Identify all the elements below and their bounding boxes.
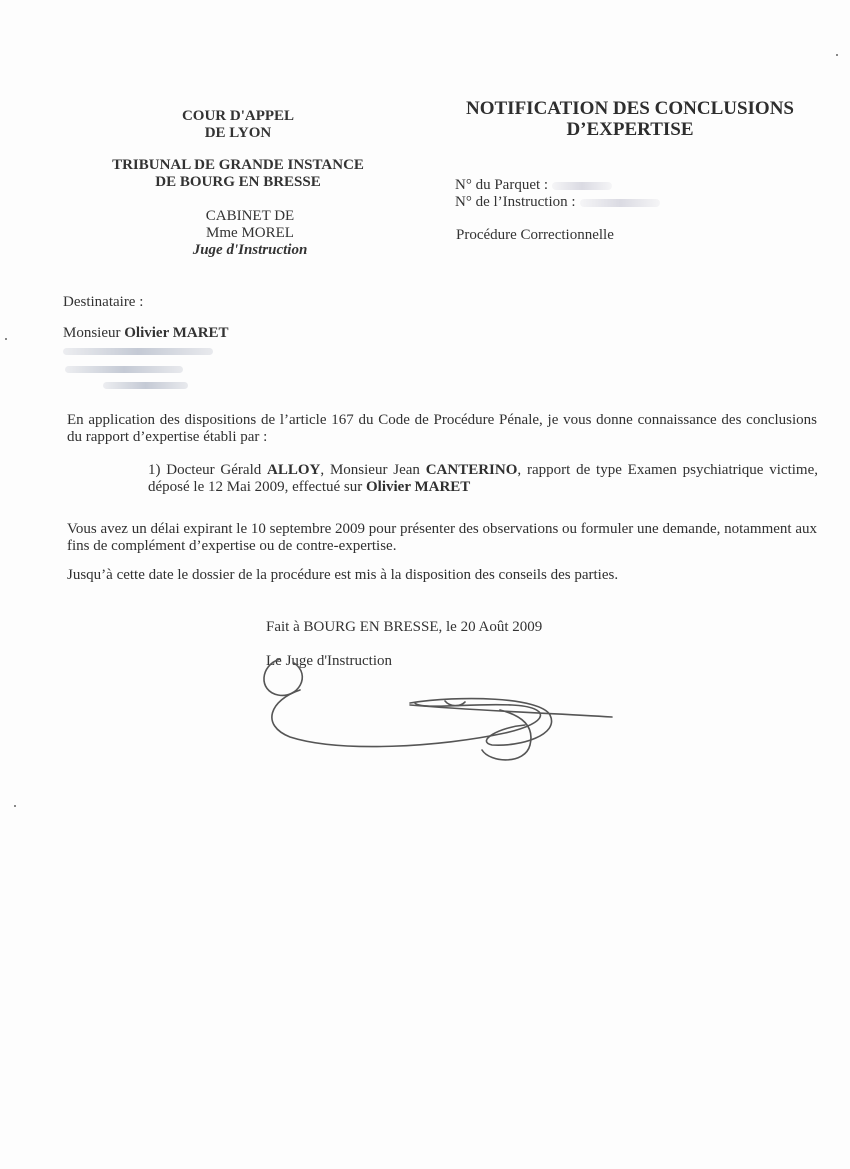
parquet-row: [455, 177, 755, 194]
tribunal-name: TRIBUNAL DE GRANDE INSTANCE: [112, 157, 364, 173]
expert-2-surname: CANTERINO: [425, 462, 518, 478]
redacted-address: [63, 345, 223, 395]
court-header: [88, 108, 388, 142]
title-line-2: D’EXPERTISE: [566, 119, 694, 140]
document-title: [430, 98, 830, 140]
recipient-name: Olivier MARET: [124, 325, 229, 341]
place-and-date: Fait à BOURG EN BRESSE, le 20 Août 2009: [266, 619, 543, 635]
paragraph-access: Jusqu’à cette date le dossier de la procédure est mis à la disposition des conseils des parties.: [67, 567, 619, 583]
court-city: DE LYON: [204, 125, 272, 141]
scan-speck: [14, 805, 16, 807]
judge-title: Juge d'Instruction: [192, 242, 308, 258]
recipient-label: Destinataire :: [63, 294, 144, 310]
paragraph-deadline: Vous avez un délai expirant le 10 septembre 2009 pour présenter des observations ou formuler une demande, notamment aux fins de complément d’expertise ou de contre-expertise.: [67, 521, 817, 554]
title-line-1: NOTIFICATION DES CONCLUSIONS: [466, 98, 794, 119]
item-rest: , rapport de type Examen psychiatrique victime, déposé le 12 Mai 2009, effectué sur: [148, 462, 818, 495]
recipient-prefix: Monsieur: [63, 325, 121, 341]
judge-name: Mme MOREL: [206, 225, 294, 241]
court-name: COUR D'APPEL: [181, 108, 295, 124]
cabinet-header: [140, 208, 360, 259]
redacted-parquet-number: [552, 182, 612, 190]
tribunal-city: DE BOURG EN BRESSE: [155, 174, 321, 190]
instruction-row: [455, 194, 755, 211]
paragraph-intro: En application des dispositions de l’article 167 du Code de Procédure Pénale, je vous donne connaissance des conclusions du rapport d’expertise établi par :: [67, 412, 817, 445]
instruction-label: N° de l’Instruction :: [455, 194, 576, 210]
reference-numbers: [455, 177, 755, 211]
item-prefix: 1) Docteur Gérald: [148, 462, 262, 478]
parquet-label: N° du Parquet :: [455, 177, 549, 193]
redacted-address-line: [63, 348, 213, 355]
recipient-name-line: [63, 325, 229, 342]
procedure-type: Procédure Correctionnelle: [456, 227, 614, 243]
cabinet-label: CABINET DE: [205, 208, 295, 224]
subject-name: Olivier MARET: [366, 479, 471, 495]
tribunal-header: [88, 157, 388, 191]
redacted-instruction-number: [580, 199, 660, 207]
expert-list-item: [148, 462, 818, 496]
scan-speck: [836, 54, 838, 56]
redacted-address-line: [103, 382, 188, 389]
handwritten-signature: [250, 655, 630, 785]
item-mid: , Monsieur Jean: [320, 462, 420, 478]
signatory-title: Le Juge d'Instruction: [266, 653, 393, 669]
redacted-address-line: [65, 366, 183, 373]
scan-speck: [5, 338, 7, 340]
expert-1-surname: ALLOY: [267, 462, 321, 478]
